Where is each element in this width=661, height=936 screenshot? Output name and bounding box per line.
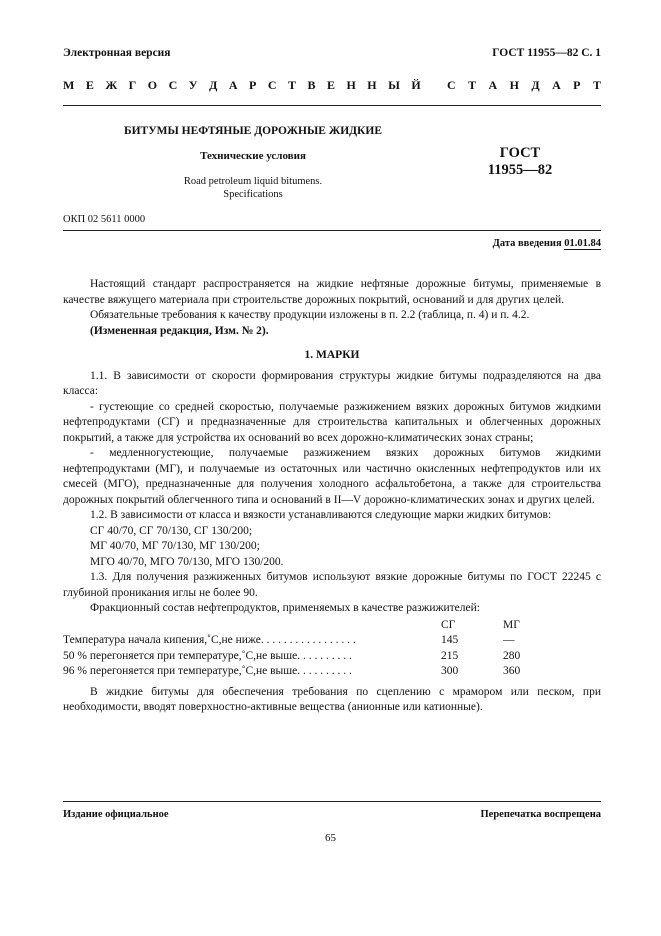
paragraph-additives: В жидкие битумы для обеспечения требования по сцеплению с мрамором или песком, при необходимости, вводят поверхностно-активные вещества (анионные или катионные). (63, 685, 601, 713)
english-title-line1: Road petroleum liquid bitumens. (183, 176, 323, 187)
top-rule (63, 105, 601, 106)
banner-word-standard (447, 78, 601, 93)
footer-rule (63, 801, 601, 802)
table-cell: 145 (441, 634, 459, 646)
banner-letter: Д (209, 78, 218, 92)
banner-letter: Н (509, 78, 519, 92)
banner-letter: Ж (105, 78, 118, 92)
grades-mg: МГ 40/70, МГ 70/130, МГ 130/200; (90, 540, 260, 552)
section-heading-grades: 1. МАРКИ (304, 349, 360, 361)
banner-letter: С (168, 78, 178, 92)
page-number: 65 (325, 832, 336, 844)
table-cell: 360 (503, 665, 521, 677)
paragraph-1-2: 1.2. В зависимости от класса и вязкости устанавливаются следующие марки жидких битумов: (90, 509, 552, 521)
banner-letter: У (188, 78, 198, 92)
table-row (63, 649, 601, 665)
document-title: БИТУМЫ НЕФТЯНЫЕ ДОРОЖНЫЕ ЖИДКИЕ (123, 125, 382, 137)
mid-rule (63, 230, 601, 231)
banner-letter: Р (248, 78, 257, 92)
banner-letter: Т (287, 78, 296, 92)
table-cell: 280 (503, 649, 521, 662)
banner-letter: А (552, 78, 561, 92)
document-body (63, 277, 601, 716)
grades-mgo: МГО 40/70, МГО 70/130, МГО 130/200. (90, 555, 284, 568)
table-cell: — (503, 634, 515, 646)
banner-letter: М (63, 78, 75, 92)
header-left: Электронная версия (63, 47, 171, 59)
effective-date-value: 01.01.84 (564, 238, 601, 249)
banner-letter: Н (346, 78, 356, 92)
banner-letter: Н (367, 78, 377, 92)
table-row (63, 633, 601, 649)
banner-letter: Ы (388, 78, 400, 92)
footer-reprint-prohibited: Перепечатка воспрещена (480, 809, 601, 820)
banner-letter: Г (128, 78, 137, 92)
paragraph-sg-class: - густеющие со средней скоростью, получаемые разжижением вязких дорожных битумов жидкими нефтепродуктами (СГ) и предназначенные для строительства капитальных и облегченных дорожных покрытий, а также для устройства их оснований во всех дорожно-климатических зонах страны; (63, 400, 601, 444)
gost-number (470, 145, 570, 179)
paragraph-fractional: Фракционный состав нефтепродуктов, применяемых в качестве разжижителей: (90, 602, 480, 614)
effective-date-label: Дата введения (492, 238, 565, 249)
table-cell: 215 (441, 649, 459, 662)
grades-sg: СГ 40/70, СГ 70/130, СГ 130/200; (90, 524, 253, 537)
banner-letter: А (228, 78, 238, 92)
gost-code: 11955—82 (487, 162, 553, 178)
effective-date (493, 238, 601, 249)
footer-official-edition: Издание официальное (63, 809, 169, 820)
banner-letter: С (267, 78, 277, 92)
banner-letter: О (147, 78, 158, 92)
gost-label: ГОСТ (499, 145, 541, 161)
banner-letter: Р (573, 78, 581, 92)
paragraph-1-1: 1.1. В зависимости от скорости формирования структуры жидкие битумы подразделяются на два класса: (63, 369, 601, 397)
header-right: ГОСТ 11955—82 С. 1 (492, 47, 601, 59)
banner-letter: Д (531, 78, 540, 92)
table-header-cell (63, 618, 441, 634)
table-header-cell: МГ (503, 618, 520, 631)
table-cell: 96 % перегоняется при температуре,˚С,не выше. . . . . . . . . . (63, 665, 352, 677)
banner-letter: Е (85, 78, 94, 92)
banner-letter: Т (592, 78, 601, 92)
standard-banner (63, 78, 601, 93)
english-title (63, 175, 443, 201)
table-row (63, 664, 601, 680)
document-subtitle: Технические условия (200, 150, 306, 162)
banner-letter: А (488, 78, 498, 92)
table-header-cell: СГ (441, 618, 456, 631)
okp-code: ОКП 02 5611 0000 (63, 214, 146, 225)
table-cell: Температура начала кипения,˚С,не ниже. . . . . . . . . . . . . . . . . (63, 634, 356, 646)
paragraph-mg-class: - медленногустеющие, получаемые разжижением вязких дорожных битумов жидкими нефтепродуктами (МГ), и получаемые из остаточных или частично окисленных нефтепродуктов или их смесей (МГО), предназначенные для получения холодного асфальтобетона, а также для строительства дорожных покрытий облегченного типа и оснований в II—V дорожно-климатических зонах и других целей. (63, 447, 601, 506)
paragraph-amendment: (Измененная редакция, Изм. № 2). (90, 324, 269, 337)
paragraph-1-3: 1.3. Для получения разжиженных битумов используют вязкие дорожные битумы по ГОСТ 22245 с глубиной проникания иглы не более 90. (63, 571, 601, 599)
fractional-table (63, 618, 601, 680)
banner-word-interstate (63, 78, 447, 93)
english-title-line2: Specifications (223, 189, 283, 200)
banner-letter: Т (468, 78, 477, 92)
paragraph-scope: Настоящий стандарт распространяется на жидкие нефтяные дорожные битумы, применяемые в качестве вяжущего материала при строительстве дорожных покрытий, оснований и для других целей. (63, 278, 601, 306)
banner-letter: Й (411, 78, 421, 92)
paragraph-requirements: Обязательные требования к качеству продукции изложены в п. 2.2 (таблица, п. 4) и п. 4.2. (90, 309, 530, 321)
banner-letter: С (447, 78, 456, 92)
table-cell: 300 (441, 665, 459, 677)
banner-letter: В (307, 78, 316, 92)
table-cell: 50 % перегоняется при температуре,˚С,не выше. . . . . . . . . . (63, 649, 352, 662)
table-header-row (63, 618, 601, 634)
banner-letter: Е (326, 78, 335, 92)
